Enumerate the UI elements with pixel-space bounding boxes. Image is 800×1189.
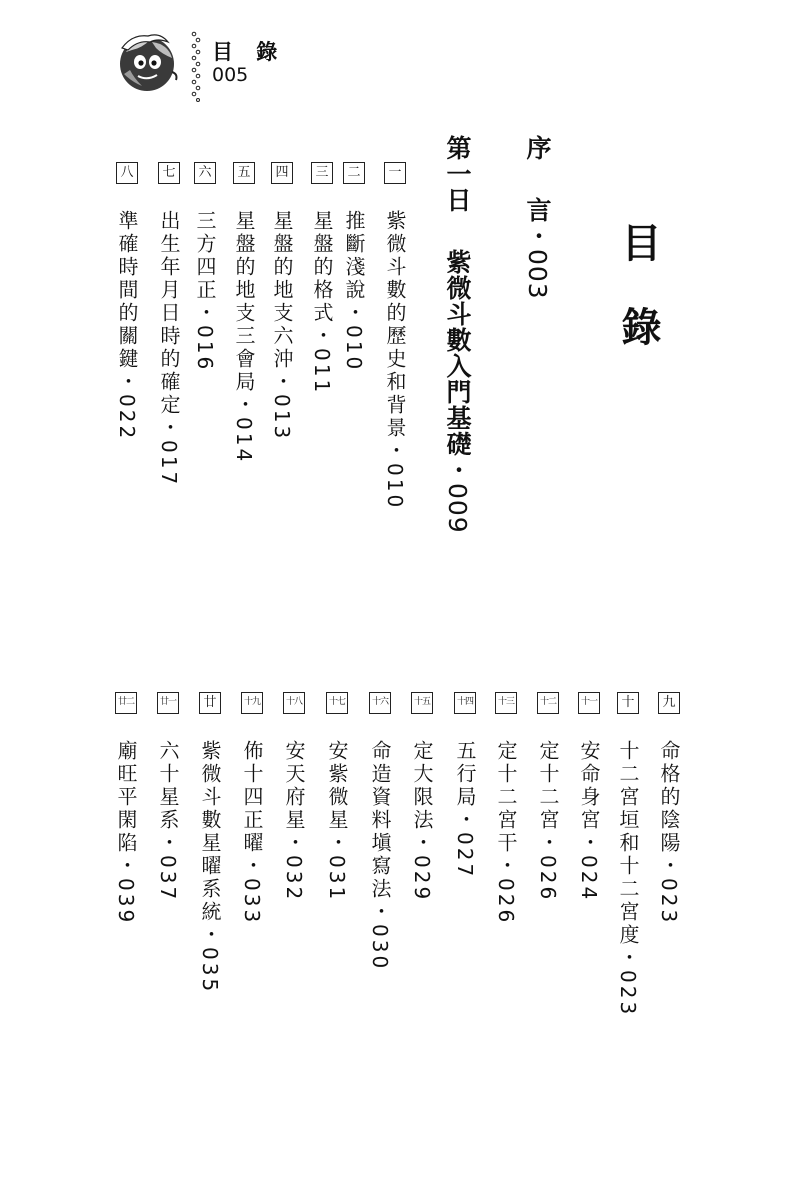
preface-entry: [522, 135, 552, 300]
header-page-number: 005: [212, 64, 249, 86]
item-number-box: 十九: [241, 692, 263, 714]
item-number-box: 十五: [411, 692, 433, 714]
toc-entry[interactable]: 佈十四正曜・033: [240, 740, 264, 926]
toc-entry[interactable]: 安紫微星・031: [325, 740, 349, 903]
header-title: 目 錄: [212, 40, 286, 64]
item-number-box: 廿一: [157, 692, 179, 714]
section-label: 第一日: [443, 135, 472, 213]
toc-entry[interactable]: 出生年月日時的確定・017: [157, 210, 181, 488]
globe-mascot-logo: [112, 30, 182, 94]
toc-entry[interactable]: 廟旺平閑陷・039: [114, 740, 138, 926]
preface-title: 言: [523, 197, 552, 223]
item-number-box: 二: [343, 162, 365, 184]
toc-entry[interactable]: 推斷淺說・010: [342, 210, 366, 373]
section-page: ・009: [443, 457, 472, 534]
decorative-dots: [190, 30, 202, 102]
item-number-box: 廿: [199, 692, 221, 714]
section-title: 紫微斗數入門基礎: [443, 249, 472, 457]
toc-entry[interactable]: 星盤的地支三會局・014: [232, 210, 256, 465]
toc-entry[interactable]: 定十二宮・026: [536, 740, 560, 903]
preface-label: 序: [523, 135, 552, 161]
toc-entry[interactable]: 準確時間的關鍵・022: [115, 210, 139, 442]
toc-entry[interactable]: 定十二宮干・026: [494, 740, 518, 926]
item-number-box: 十: [617, 692, 639, 714]
item-number-box: 十一: [578, 692, 600, 714]
item-number-box: 九: [658, 692, 680, 714]
item-number-box: 七: [158, 162, 180, 184]
toc-entry[interactable]: 安天府星・032: [282, 740, 306, 903]
main-title: 目錄: [615, 222, 661, 390]
preface-page: ・003: [523, 223, 552, 300]
toc-entry[interactable]: 星盤的格式・011: [310, 210, 334, 396]
item-number-box: 十六: [369, 692, 391, 714]
toc-entry[interactable]: 安命身宮・024: [577, 740, 601, 903]
toc-entry[interactable]: 命造資料塡寫法・030: [368, 740, 392, 972]
item-number-box: 十二: [537, 692, 559, 714]
toc-entry[interactable]: 定大限法・029: [410, 740, 434, 903]
item-number-box: 十四: [454, 692, 476, 714]
item-number-box: 五: [233, 162, 255, 184]
item-number-box: 十八: [283, 692, 305, 714]
toc-entry[interactable]: 六十星系・037: [156, 740, 180, 903]
toc-entry[interactable]: 紫微斗數星曜系統・035: [198, 740, 222, 995]
toc-entry[interactable]: 三方四正・016: [193, 210, 217, 373]
item-number-box: 十三: [495, 692, 517, 714]
toc-entry[interactable]: 命格的陰陽・023: [657, 740, 681, 926]
item-number-box: 三: [311, 162, 333, 184]
toc-entry[interactable]: 紫微斗數的歷史和背景・010: [383, 210, 407, 511]
item-number-box: 六: [194, 162, 216, 184]
item-number-box: 一: [384, 162, 406, 184]
item-number-box: 四: [271, 162, 293, 184]
section-heading: [442, 135, 472, 534]
toc-entry[interactable]: 星盤的地支六沖・013: [270, 210, 294, 442]
item-number-box: 廿二: [115, 692, 137, 714]
item-number-box: 八: [116, 162, 138, 184]
toc-entry[interactable]: 十二宮垣和十二宮度・023: [616, 740, 640, 1018]
toc-entry[interactable]: 五行局・027: [453, 740, 477, 880]
item-number-box: 十七: [326, 692, 348, 714]
